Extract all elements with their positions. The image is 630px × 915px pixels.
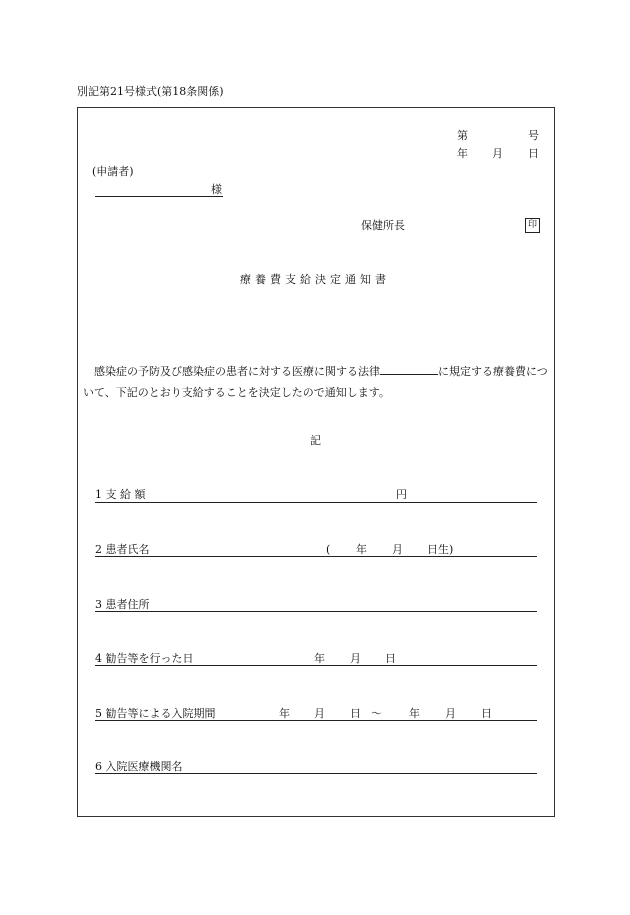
seal-mark: 印 [525,218,540,233]
form-label: 別記第21号様式(第18条関係) [77,85,224,98]
item3-line [95,611,537,612]
body-text-before-blank: 感染症の予防及び感染症の患者に対する医療に関する法律 [94,365,380,378]
number-prefix: 第 [457,129,468,142]
item2-month: 月 [392,543,403,556]
number-suffix: 号 [528,129,539,142]
item5-tilde: 〜 [371,707,382,720]
item4-year: 年 [314,652,325,665]
issuer-title: 保健所長 [361,219,405,232]
item5-year-end: 年 [409,707,420,720]
item5-line [95,720,537,721]
item2-line [95,556,537,557]
item1-line [95,502,537,503]
date-day: 日 [528,147,539,160]
body-text-after-blank: に規定する療養費について、下記のとおり支給することを決定したので通知します。 [83,365,548,399]
item3-label: 3 患者住所 [95,598,150,611]
item6-line [95,773,537,774]
item4-line [95,665,537,666]
item1-label: 1 支 給 額 [95,488,146,501]
item2-year: 年 [356,543,367,556]
item5-day-end: 日 [481,707,492,720]
item6-label: 6 入院医療機関名 [95,760,183,773]
item2-label: 2 患者氏名 [95,543,150,556]
item4-label: 4 勧告等を行った日 [95,652,194,665]
body-paragraph [83,361,549,403]
applicant-label: (申請者) [92,165,134,178]
item5-month-start: 月 [314,707,325,720]
item1-unit: 円 [396,488,407,501]
item5-month-end: 月 [445,707,456,720]
document-title: 療養費支給決定通知書 [240,273,390,286]
date-year: 年 [457,147,468,160]
item5-day-start: 日 [350,707,361,720]
date-month: 月 [492,147,503,160]
item5-label: 5 勧告等による入院期間 [95,707,216,720]
item5-year-start: 年 [279,707,290,720]
applicant-honorific: 様 [211,183,222,196]
item2-day-birth: 日生) [427,543,454,556]
item4-month: 月 [350,652,361,665]
applicant-name-line [95,196,223,197]
law-blank-line [380,363,438,375]
item4-day: 日 [385,652,396,665]
item2-paren-open: ( [326,543,331,556]
record-heading: 記 [310,434,321,447]
